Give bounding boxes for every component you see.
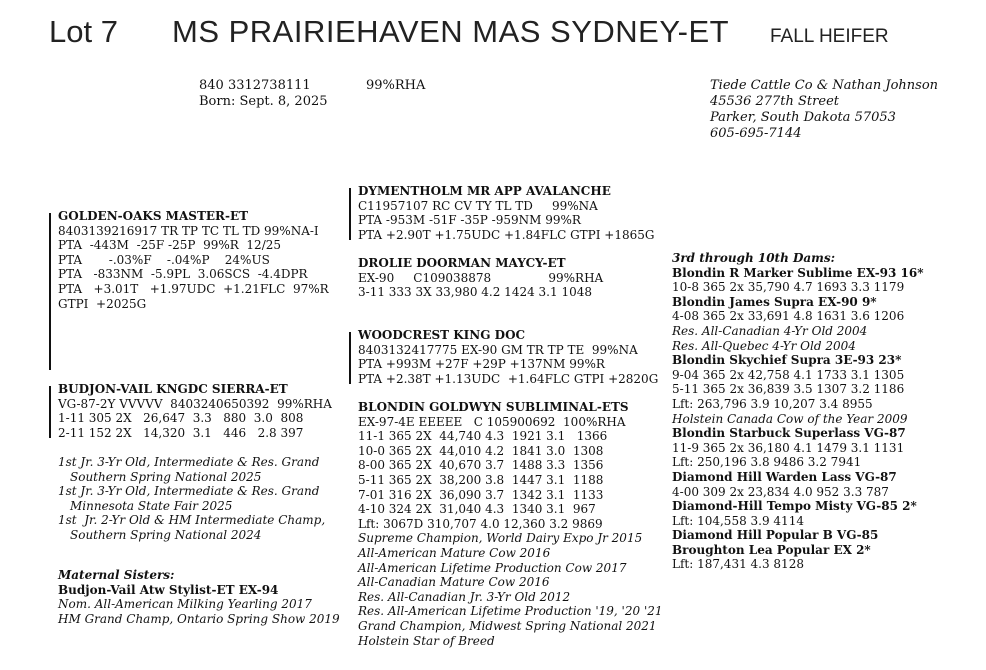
dam-dam-line: 8-00 365 2X 40,670 3.7 1488 3.3 1356 [358,458,604,473]
registration-block [199,78,328,110]
ancestor-dam-record: 4-08 365 2x 33,691 4.8 1631 3.6 1206 [672,309,905,324]
ancestor-dam-record: Lft: 187,431 4.3 8128 [672,557,804,572]
sister-award-line: HM Grand Champ, Ontario Spring Show 2019 [58,611,340,626]
registration-number: 840 3312738111 [199,78,311,93]
breeder-block [710,78,938,142]
ancestor-dam-record: Lft: 104,558 3.9 4114 [672,513,804,528]
rha-percent: 99%RHA [366,78,426,93]
ancestor-dam-record: 11-9 365 2x 36,180 4.1 1479 3.1 1131 [672,440,905,455]
breeder-line: Tiede Cattle Co & Nathan Johnson [710,78,939,93]
dam-dam-award: All-American Mature Cow 2016 [358,545,551,560]
dam-sire-block [358,328,658,386]
dams-3-10-list [672,266,924,572]
ancestor-dam-record: 9-04 365 2x 42,758 4.1 1733 3.1 1305 [672,367,905,382]
award-line: Southern Spring National 2025 [70,469,262,484]
dam-sire-name: WOODCREST KING DOC [358,328,526,342]
ancestor-dam-name: Blondin Starbuck Superlass VG-87 [672,426,906,441]
sire-sire-line: PTA -953M -51F -35P -959NM 99%R [358,213,581,228]
sire-line: PTA -443M -25F -25P 99%R 12/25 [58,238,282,253]
breeder-line: 45536 277th Street [710,94,839,109]
sire-line: PTA +3.01T +1.97UDC +1.21FLC 97%R [58,281,329,296]
dam-dam-award: Res. All-Canadian Jr. 3-Yr Old 2012 [358,589,571,604]
dam-line: VG-87-2Y VVVVV 8403240650392 99%RHA [58,396,332,411]
sire-bracket-line [49,213,51,370]
breeder-line: 605-695-7144 [710,126,802,141]
sire-dam-line: 3-11 333 3X 33,980 4.2 1424 3.1 1048 [358,285,592,300]
lot-number: Lot 7 [49,14,118,49]
sister-award-line: Nom. All-American Milking Yearling 2017 [58,597,312,612]
birth-date: Born: Sept. 8, 2025 [199,94,328,109]
ancestor-dam-award: Holstein Canada Cow of the Year 2009 [672,411,908,426]
dam-sire-line: PTA +2.38T +1.13UDC +1.64FLC GTPI +2820G [358,371,659,386]
sire-sire-line: C11957107 RC CV TY TL TD 99%NA [358,198,598,213]
dam-dam-award: Grand Champion, Midwest Spring National 2021 [358,618,657,633]
dam-dam-award: Holstein Star of Breed [358,633,495,648]
award-line: 1st Jr. 3-Yr Old, Intermediate & Res. Grand [58,455,320,469]
ancestor-dam-record: Lft: 250,196 3.8 9486 3.2 7941 [672,455,862,470]
dam-awards [58,455,325,543]
award-line: Minnesota State Fair 2025 [70,498,233,513]
animal-name: MS PRAIRIEHAVEN MAS SYDNEY-ET [172,14,730,49]
ancestor-dam-record: 4-00 309 2x 23,834 4.0 952 3.3 787 [672,484,889,499]
dam-dam-name: BLONDIN GOLDWYN SUBLIMINAL-ETS [358,400,629,414]
dam-line: 2-11 152 2X 14,320 3.1 446 2.8 397 [58,425,304,440]
maternal-sisters-heading: Maternal Sisters: [58,568,175,582]
dam-dam-award: All-American Lifetime Production Cow 2017 [358,560,627,575]
dam-dam-line: EX-97-4E EEEEE C 105900692 100%RHA [358,414,626,429]
animal-type: FALL HEIFER [770,26,889,47]
ancestor-dam-award: Res. All-Quebec 4-Yr Old 2004 [672,338,856,353]
sire-sire-bracket-line [349,188,351,240]
dam-dam-line: 4-10 324 2X 31,040 4.3 1340 3.1 967 [358,502,596,517]
breeder-line: Parker, South Dakota 57053 [710,110,896,125]
dam-dam-block [358,400,663,648]
dam-sire-line: PTA +993M +27F +29P +137NM 99%R [358,357,605,372]
dam-dam-line: 10-0 365 2X 44,010 4.2 1841 3.0 1308 [358,443,604,458]
sire-sire-block [358,184,654,242]
sire-name: GOLDEN-OAKS MASTER-ET [58,209,249,223]
award-line: 1st Jr. 2-Yr Old & HM Intermediate Champ, [58,513,326,528]
dam-dam-line: 5-11 365 2X 38,200 3.8 1447 3.1 1188 [358,472,604,487]
sire-dam-name: DROLIE DOORMAN MAYCY-ET [358,256,566,270]
award-line: Southern Spring National 2024 [70,527,262,542]
sire-dam-block [358,256,603,300]
dam-dam-line: 11-1 365 2X 44,740 4.3 1921 3.1 1366 [358,429,608,444]
ancestor-dam-name: Blondin Skychief Supra 3E-93 23* [672,353,902,368]
sire-line: PTA -.03%F -.04%P 24%US [58,252,270,267]
sire-dam-line: EX-90 C109038878 99%RHA [358,270,604,285]
sire-block [58,209,329,311]
dam-dam-line: Lft: 3067D 310,707 4.0 12,360 3.2 9869 [358,516,603,531]
ancestor-dam-name: Blondin R Marker Sublime EX-93 16* [672,265,924,280]
dam-name: BUDJON-VAIL KNGDC SIERRA-ET [58,382,288,396]
ancestor-dam-record: Lft: 263,796 3.9 10,207 3.4 8955 [672,396,873,411]
maternal-sisters-block [58,568,340,626]
maternal-sister-name: Budjon-Vail Atw Stylist-ET EX-94 [58,582,279,597]
sire-sire-line: PTA +2.90T +1.75UDC +1.84FLC GTPI +1865G [358,227,655,242]
ancestor-dam-award: Res. All-Canadian 4-Yr Old 2004 [672,323,868,338]
dams-3-10-heading: 3rd through 10th Dams: [672,251,836,265]
dam-dam-award: All-Canadian Mature Cow 2016 [358,575,550,590]
ancestor-dam-name: Diamond Hill Warden Lass VG-87 [672,469,897,484]
ancestor-dam-name: Broughton Lea Popular EX 2* [672,542,871,557]
dam-block [58,382,332,440]
ancestor-dam-name: Blondin James Supra EX-90 9* [672,294,877,309]
ancestor-dam-name: Diamond Hill Popular B VG-85 [672,528,879,543]
dam-dam-award: Res. All-American Lifetime Production '19, '20 '21 [358,604,663,619]
sire-line: PTA -833NM -5.9PL 3.06SCS -4.4DPR [58,267,308,282]
sire-line: 8403139216917 TR TP TC TL TD 99%NA-I [58,223,319,238]
dam-bracket-line [49,386,51,438]
dam-sire-line: 8403132417775 EX-90 GM TR TP TE 99%NA [358,342,638,357]
award-line: 1st Jr. 3-Yr Old, Intermediate & Res. Grand [58,484,320,499]
ancestor-dam-record: 10-8 365 2x 35,790 4.7 1693 3.3 1179 [672,280,905,295]
dam-line: 1-11 305 2X 26,647 3.3 880 3.0 808 [58,411,304,426]
sire-line: GTPI +2025G [58,296,147,311]
dam-dam-line: 7-01 316 2X 36,090 3.7 1342 3.1 1133 [358,487,604,502]
dams-3-10-block [672,251,924,572]
sire-sire-name: DYMENTHOLM MR APP AVALANCHE [358,184,611,198]
ancestor-dam-record: 5-11 365 2x 36,839 3.5 1307 3.2 1186 [672,382,905,397]
dam-sire-bracket-line [349,332,351,384]
ancestor-dam-name: Diamond-Hill Tempo Misty VG-85 2* [672,499,917,514]
dam-dam-award: Supreme Champion, World Dairy Expo Jr 2015 [358,531,643,546]
